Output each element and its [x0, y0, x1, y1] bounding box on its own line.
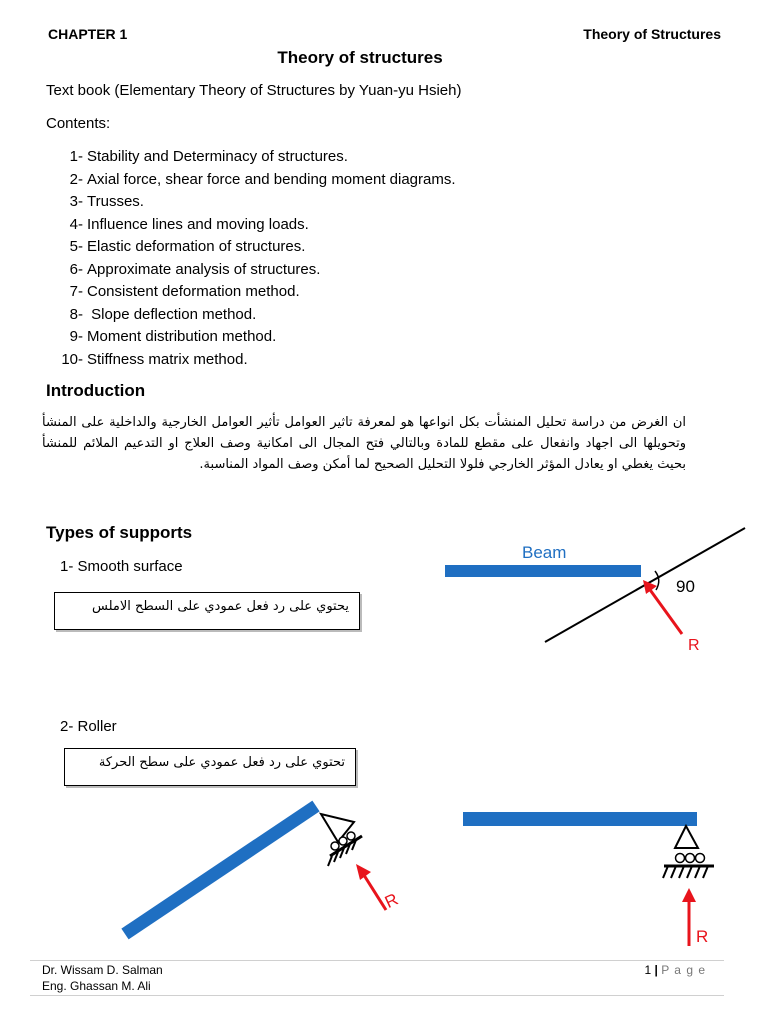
textbook-line: Text book (Elementary Theory of Structures by Yuan-yu Hsieh) [46, 82, 462, 99]
roller-inclined-diagram [125, 806, 401, 934]
introduction-text: ان الغرض من دراسة تحليل المنشأت بكل انواعها هو لمعرفة تاثير العوامل تأثير العوامل الخارجية والداخلية على المنشأ وتحويلها الى اجهاد وانفعال على مقطع للمادة وبالتالي فتح المجال الى امكانية وصف العلاج او التدعيم الملائم للمنشأ بحيث يغطي او يعادل المؤثر الخارجي فلولا التحليل الصحيح لما أمكن وصف المواد المناسبة. [42, 415, 686, 472]
contents-item-number: 5- [69, 238, 83, 255]
footer-rule-top [30, 960, 724, 961]
reaction-arrow-2 [362, 872, 386, 910]
chapter-label: CHAPTER 1 [48, 26, 128, 42]
horizontal-beam [463, 812, 697, 826]
page-word: P a g e [661, 963, 706, 977]
roller-horizontal-diagram [463, 812, 714, 946]
support-2-note: تحتوي على رد فعل عمودي على سطح الحركة [64, 748, 356, 786]
contents-item-text: Slope deflection method. [87, 305, 257, 323]
contents-label: Contents: [46, 115, 111, 132]
support-2-label: 2- Roller [60, 718, 117, 735]
support-1-note: يحتوي على رد فعل عمودي على السطح الاملس [54, 592, 360, 630]
contents-item-text: Consistent deformation method. [87, 283, 300, 300]
contents-item-text: Axial force, shear force and bending moment diagrams. [87, 170, 456, 188]
support-1-label: 1- Smooth surface [60, 558, 183, 575]
reaction-label-2: R [381, 889, 402, 913]
supports-heading: Types of supports [46, 523, 193, 542]
contents-item-text: Influence lines and moving loads. [87, 215, 309, 233]
page-title: Theory of structures [277, 48, 443, 67]
contents-item-number: 1- [69, 148, 83, 165]
contents-item-text: Stability and Determinacy of structures. [87, 148, 348, 165]
roller-triangle-2 [675, 826, 698, 848]
contents-item-number: 3- [69, 193, 83, 210]
contents-item-text: Approximate analysis of structures. [87, 260, 321, 278]
contents-item-number: 10- [61, 350, 83, 368]
inclined-beam [125, 806, 316, 934]
contents-item-text: Elastic deformation of structures. [87, 238, 306, 255]
page-number: 1 | P a g e [644, 963, 706, 977]
contents-item-number: 2- [69, 170, 83, 188]
introduction-heading: Introduction [46, 381, 146, 400]
reaction-label-1: R [688, 637, 700, 654]
reaction-label-3: R [696, 927, 709, 946]
footer-author-2: Eng. Ghassan M. Ali [42, 979, 151, 993]
contents-item-number: 8- [69, 305, 83, 323]
beam-bar [445, 565, 641, 577]
contents-item-text: Moment distribution method. [87, 328, 277, 345]
contents-item-text: Stiffness matrix method. [87, 350, 248, 368]
beam-label: Beam [522, 543, 567, 562]
contents-item-text: Trusses. [87, 193, 144, 210]
header-title: Theory of Structures [583, 26, 721, 42]
angle-label: 90 [676, 577, 695, 596]
footer-rule-bottom [30, 995, 724, 996]
contents-item-number: 9- [69, 328, 83, 345]
smooth-surface-diagram [445, 528, 745, 654]
contents-item-number: 4- [69, 215, 83, 233]
angle-arc [655, 571, 659, 590]
contents-item-number: 6- [69, 260, 83, 278]
contents-item-number: 7- [69, 283, 83, 300]
footer-author-1: Dr. Wissam D. Salman [42, 963, 163, 977]
page-number-value: 1 [644, 963, 652, 977]
